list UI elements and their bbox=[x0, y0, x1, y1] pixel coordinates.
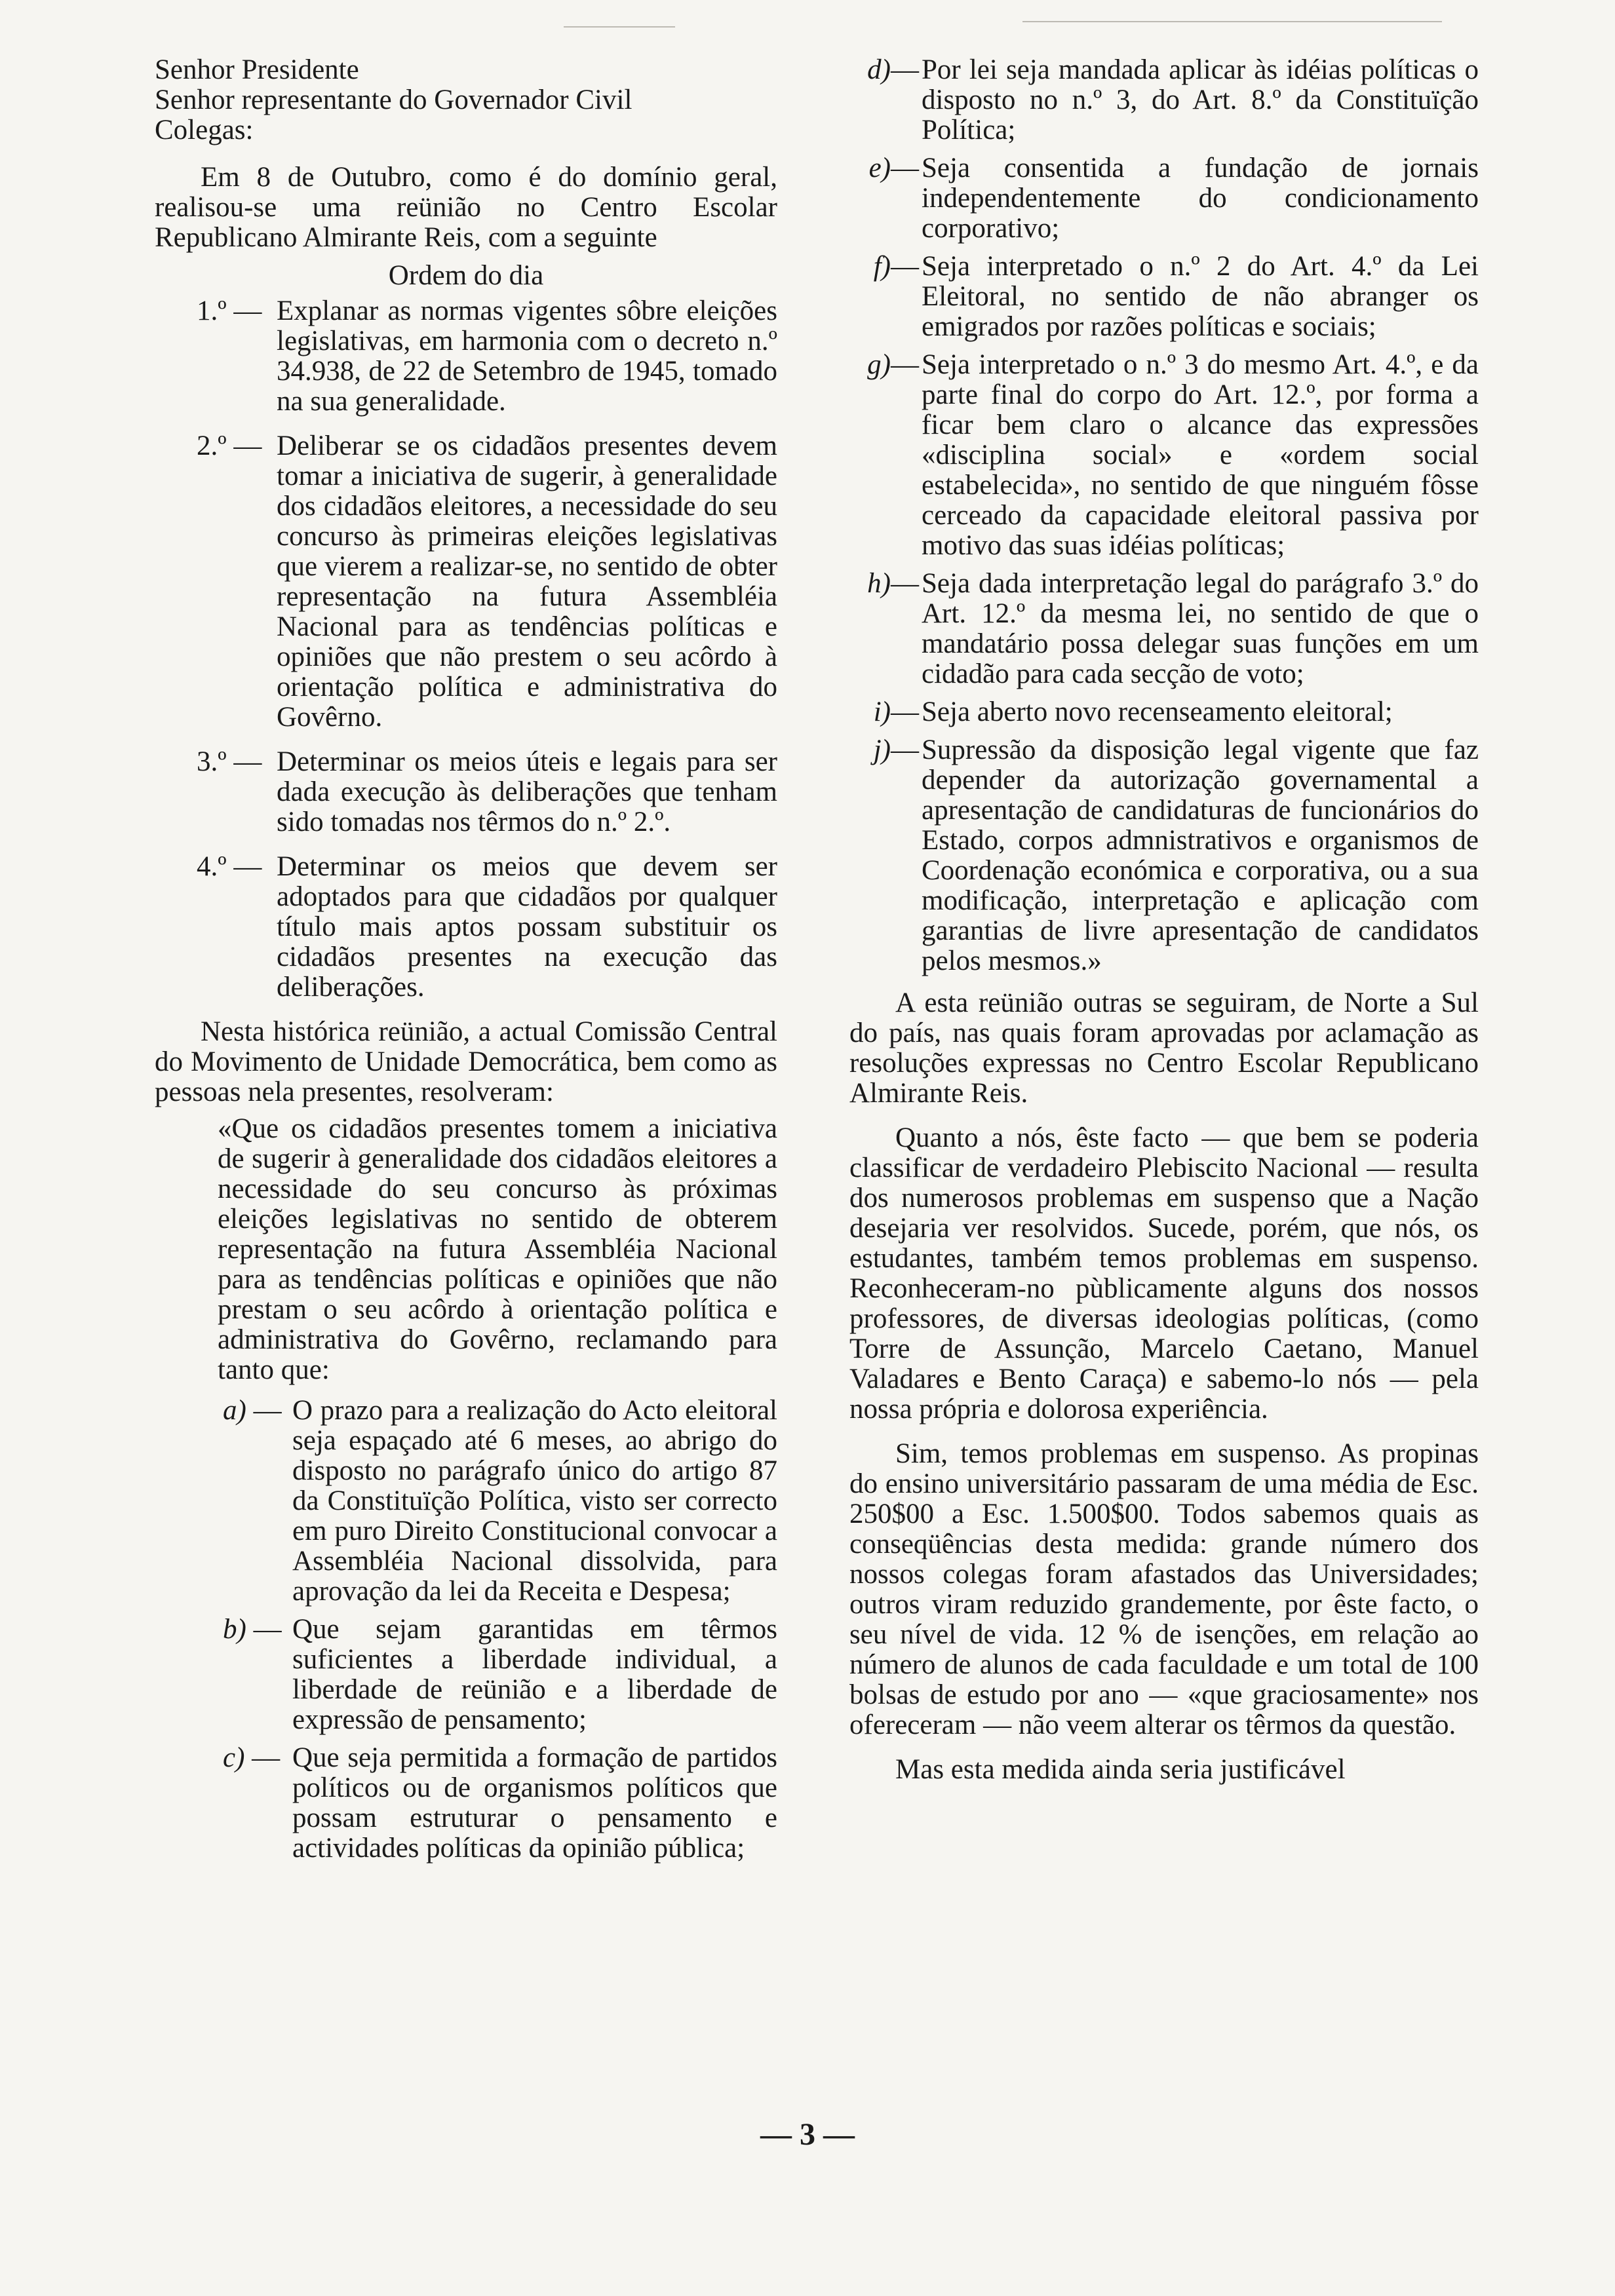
body-paragraph: A esta reünião outras se seguiram, de Norte a Sul do país, nas quais foram aprovadas por aclamação as resoluções expressas no Centro Escolar Republicano Almirante Reis. bbox=[849, 987, 1479, 1109]
intro-paragraph: Em 8 de Outubro, como é do domínio geral, realisou-se uma reünião no Centro Escolar Republicano Almirante Reis, com a seguinte bbox=[155, 162, 777, 253]
body-paragraph: Mas esta medida ainda seria justificável bbox=[895, 1754, 1346, 1785]
demand-text: Seja dada interpretação legal do parágrafo 3.º do Art. 12.º da mesma lei, no sentido de que o mandatário possa delegar suas funções em um cidadão para cada secção de voto; bbox=[922, 568, 1479, 689]
demand-text: O prazo para a realização do Acto eleitoral seja espaçado até 6 meses, ao abrigo do disposto no parágrafo único do artigo 87 da Constituïção Política, visto ser correcto em puro Direito Constitucional convocar a Assembléia Nacional dissolvida, para aprovação da lei da Receita e Despesa; bbox=[292, 1395, 777, 1607]
demand-item bbox=[155, 1396, 777, 1607]
demand-item bbox=[849, 569, 1479, 689]
demand-label: f)— bbox=[873, 251, 919, 282]
body-paragraph: Sim, temos problemas em suspenso. As propinas do ensino universitário passaram de uma média de Esc. 250$00 a Esc. 1.500$00. Todos sabemos quais as conseqüências desta medida: grande número dos nossos colegas foram afastados das Universidades; outros viram reduzido grandemente, por êste facto, o seu nível de vida. 12 % de isenções, em relação ao número de alunos de cada faculdade e um total de 100 bolsas de estudo por ano — «que graciosamente» nos ofereceram — não veem alterar os têrmos da questão. bbox=[849, 1438, 1479, 1740]
demand-item bbox=[849, 350, 1479, 561]
demand-label: j)— bbox=[873, 735, 919, 765]
agenda-heading: Ordem do dia bbox=[388, 260, 544, 291]
demand-text: Seja interpretado o n.º 2 do Art. 4.º da Lei Eleitoral, no sentido de não abranger os emigrados por razões políticas e sociais; bbox=[922, 251, 1479, 342]
demand-text: Que sejam garantidas em têrmos suficientes a liberdade individual, a liberdade de reünião e a liberdade de expressão de pensamento; bbox=[292, 1614, 777, 1735]
demand-label: b) — bbox=[223, 1614, 282, 1645]
demand-text: Por lei seja mandada aplicar às idéias políticas o disposto no n.º 3, do Art. 8.º da Constituïção Política; bbox=[922, 54, 1479, 145]
demand-label: e)— bbox=[868, 153, 919, 183]
agenda-text: Determinar os meios que devem ser adoptados para que cidadãos por qualquer título mais aptos possam substituir os cidadãos presentes na execução das deliberações. bbox=[277, 851, 777, 1003]
agenda-item bbox=[155, 431, 777, 733]
top-rule-left bbox=[564, 26, 675, 28]
page-number: — 3 — bbox=[760, 2117, 855, 2152]
body-paragraph: Quanto a nós, êste facto — que bem se poderia classificar de verdadeiro Plebiscito Nacional — resulta dos numerosos problemas em suspenso que a Nação desejaria ver resolvidos. Sucede, porém, que nós, os estudantes, também temos problemas em suspenso. Reconheceram-no pùblicamente alguns dos nossos professores, de diversas ideologias políticas, (como Torre de Assunção, Marcelo Caetano, Manuel Valadares e Bento Caraça) e sabemo-lo nós — pela nossa própria e dolorosa experiência. bbox=[849, 1122, 1479, 1425]
agenda-text: Deliberar se os cidadãos presentes devem tomar a iniciativa de sugerir, à generalidade dos cidadãos eleitores, a necessidade do seu concurso às primeiras eleições legislativas que vierem a realizar-se, no sentido de obter representação na futura Assembléia Nacional para as tendências políticas e opiniões que não prestem o seu acôrdo à orientação política e administrativa do Govêrno. bbox=[277, 430, 777, 733]
left-column bbox=[155, 55, 777, 1871]
top-rule-right bbox=[1022, 21, 1442, 22]
demand-label: h)— bbox=[867, 568, 919, 599]
salutation-line: Colegas: bbox=[155, 115, 254, 145]
agenda-text: Explanar as normas vigentes sôbre eleições legislativas, em harmonia com o decreto n.º 34.938, de 22 de Setembro de 1945, tomado na sua generalidade. bbox=[277, 296, 777, 417]
demand-label: c) — bbox=[223, 1742, 281, 1773]
demand-text: Supressão da disposição legal vigente que faz depender da autorização governamental a apresentação de candidaturas de funcionários do Estado, corpos admnistrativos e organismos de Coordenação económica e corporativa, ou a sua modificação, interpretação e aplicação com garantias de livre apresentação de candidatos pelos mesmos.» bbox=[922, 735, 1479, 976]
demand-item bbox=[155, 1743, 777, 1864]
agenda-number: 4.º — bbox=[197, 851, 262, 882]
salutation-line: Senhor representante do Governador Civil bbox=[155, 85, 632, 115]
demand-text: Que seja permitida a formação de partidos políticos ou de organismos políticos que possam estruturar o pensamento e actividades políticas da opinião pública; bbox=[292, 1742, 777, 1864]
demand-label: a) — bbox=[223, 1395, 282, 1426]
agenda-item bbox=[155, 296, 777, 417]
demand-item bbox=[155, 1615, 777, 1735]
demand-text: Seja interpretado o n.º 3 do mesmo Art. 4.º, e da parte final do corpo do Art. 12.º, por forma a ficar bem claro o alcance das expressões «disciplina social» e «ordem social estabelecida», no sentido de que ninguém fôsse cerceado da capacidade eleitoral passiva por motivo das suas idéias políticas; bbox=[922, 349, 1479, 561]
demand-item bbox=[849, 697, 1479, 727]
agenda-number: 2.º — bbox=[197, 430, 262, 461]
resolution-quote: «Que os cidadãos presentes tomem a iniciativa de sugerir à generalidade dos cidadãos eleitores a necessidade do seu concurso às próximas eleições legislativas no sentido de obterem representação na futura Assembléia Nacional para as tendências políticas e opiniões que não prestam o seu acôrdo à orientação política e administrativa do Govêrno, reclamando para tanto que: bbox=[218, 1113, 777, 1385]
agenda-number: 3.º — bbox=[197, 746, 262, 777]
demand-label: i)— bbox=[873, 697, 919, 727]
demand-label: g)— bbox=[867, 349, 919, 380]
demand-item bbox=[849, 252, 1479, 342]
agenda-number: 1.º — bbox=[197, 296, 262, 326]
agenda-text: Determinar os meios úteis e legais para ser dada execução às deliberações que tenham sido tomadas nos têrmos do n.º 2.º. bbox=[277, 746, 777, 837]
salutation-line: Senhor Presidente bbox=[155, 54, 359, 85]
demand-item bbox=[849, 153, 1479, 244]
demand-text: Seja consentida a fundação de jornais independentemente do condicionamento corporativo; bbox=[922, 153, 1479, 244]
right-column bbox=[849, 55, 1479, 1785]
demand-label: d)— bbox=[867, 54, 919, 85]
resolution-intro: Nesta histórica reünião, a actual Comissão Central do Movimento de Unidade Democrática, bem como as pessoas nela presentes, resolveram: bbox=[155, 1016, 777, 1107]
demand-item bbox=[849, 55, 1479, 145]
demand-text: Seja aberto novo recenseamento eleitoral; bbox=[922, 697, 1393, 727]
demand-item bbox=[849, 735, 1479, 976]
agenda-item bbox=[155, 747, 777, 837]
agenda-item bbox=[155, 852, 777, 1003]
